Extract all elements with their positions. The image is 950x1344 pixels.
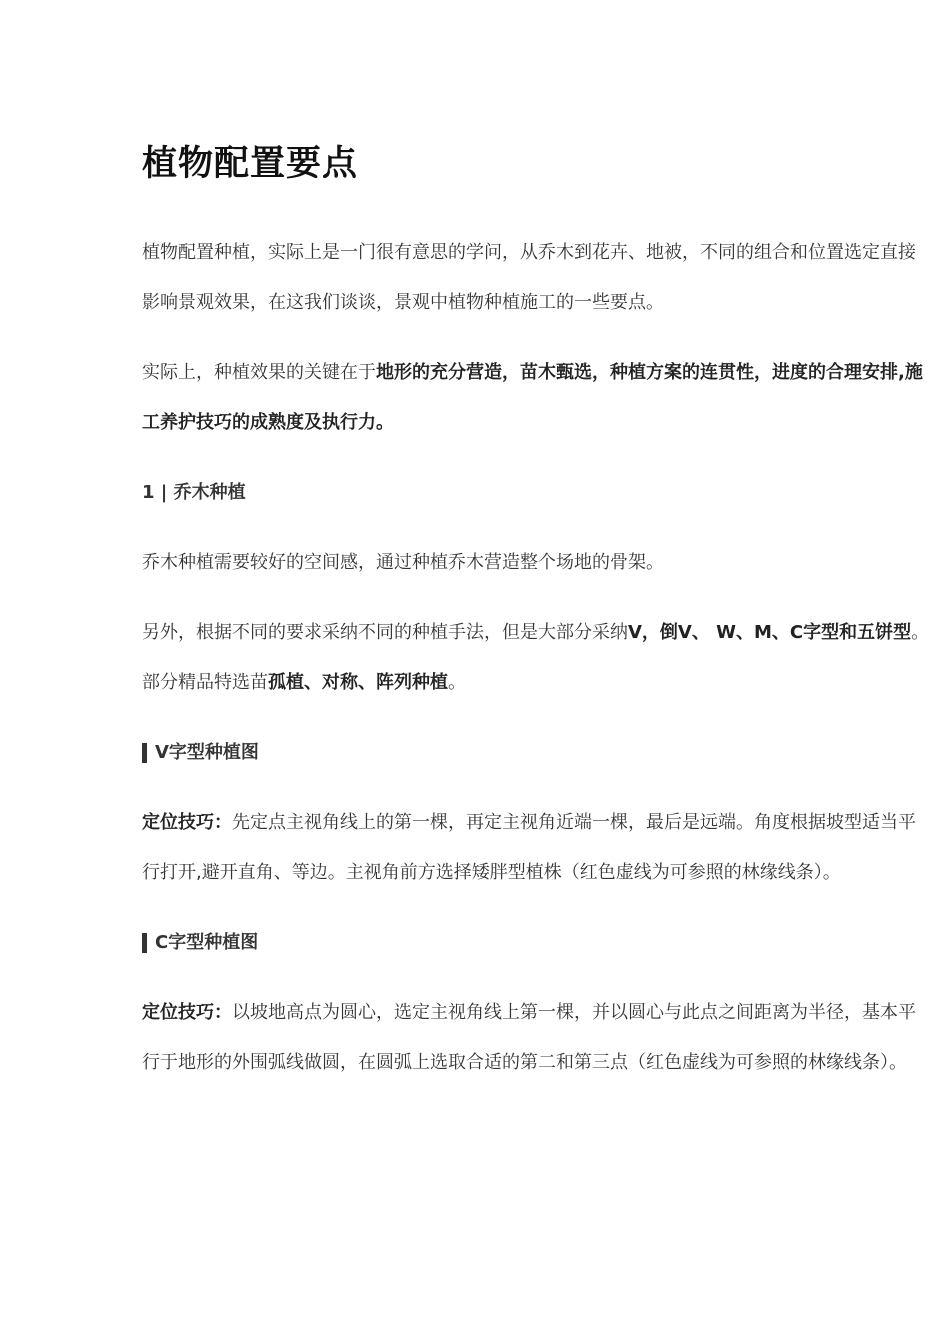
intro-paragraph: 植物配置种植，实际上是一门很有意思的学问，从乔木到花卉、地被，不同的组合和位置选定直接影响景观效果，在这我们谈谈，景观中植物种植施工的一些要点。 [142, 242, 916, 313]
v-shape-text: 先定点主视角线上的第一棵，再定主视角近端一棵，最后是远端。角度根据坡型适当平行打开,避开直角、等边。主视角前方选择矮胖型植株（红色虚线为可参照的林缘线条）。 [142, 812, 916, 883]
key-point-prefix: 实际上，种植效果的关键在于 [142, 362, 376, 383]
tree-planting-paragraph-1: 乔木种植需要较好的空间感，通过种植乔木营造整个场地的骨架。 [142, 552, 664, 573]
tree-planting-paragraph-2 [142, 608, 932, 708]
c-shape-heading-label: C字型种植图 [155, 932, 259, 953]
tree-planting-bold-1: V，倒V、 W、M、C字型和五饼型 [628, 622, 912, 643]
heading-bar-marker [142, 933, 147, 953]
c-shape-paragraph [142, 988, 932, 1088]
tree-planting-text-3: 。 [448, 672, 466, 693]
tree-planting-text-2: 。部分精品特选苗 [142, 622, 930, 693]
heading-bar-marker [142, 743, 147, 763]
v-shape-heading [142, 728, 932, 778]
tree-planting-bold-2: 孤植、对称、阵列种植 [268, 672, 448, 693]
v-shape-heading-label: V字型种植图 [155, 742, 259, 763]
key-point-bold: 地形的充分营造，苗木甄选，种植方案的连贯性，进度的合理安排,施工养护技巧的成熟度及执行力。 [142, 362, 923, 433]
tree-planting-text-1: 另外，根据不同的要求采纳不同的种植手法，但是大部分采纳 [142, 622, 628, 643]
c-shape-heading [142, 918, 932, 968]
c-shape-lead: 定位技巧： [142, 1002, 232, 1023]
key-point-paragraph [142, 348, 932, 448]
v-shape-lead: 定位技巧： [142, 812, 232, 833]
page-title: 植物配置要点 [142, 144, 359, 184]
v-shape-paragraph [142, 798, 932, 898]
section-heading-tree-planting: 1 | 乔木种植 [142, 482, 246, 503]
article-body [142, 138, 932, 1108]
c-shape-text: 以坡地高点为圆心，选定主视角线上第一棵，并以圆心与此点之间距离为半径，基本平行于地形的外围弧线做圆，在圆弧上选取合适的第二和第三点（红色虚线为可参照的林缘线条）。 [142, 1002, 916, 1073]
